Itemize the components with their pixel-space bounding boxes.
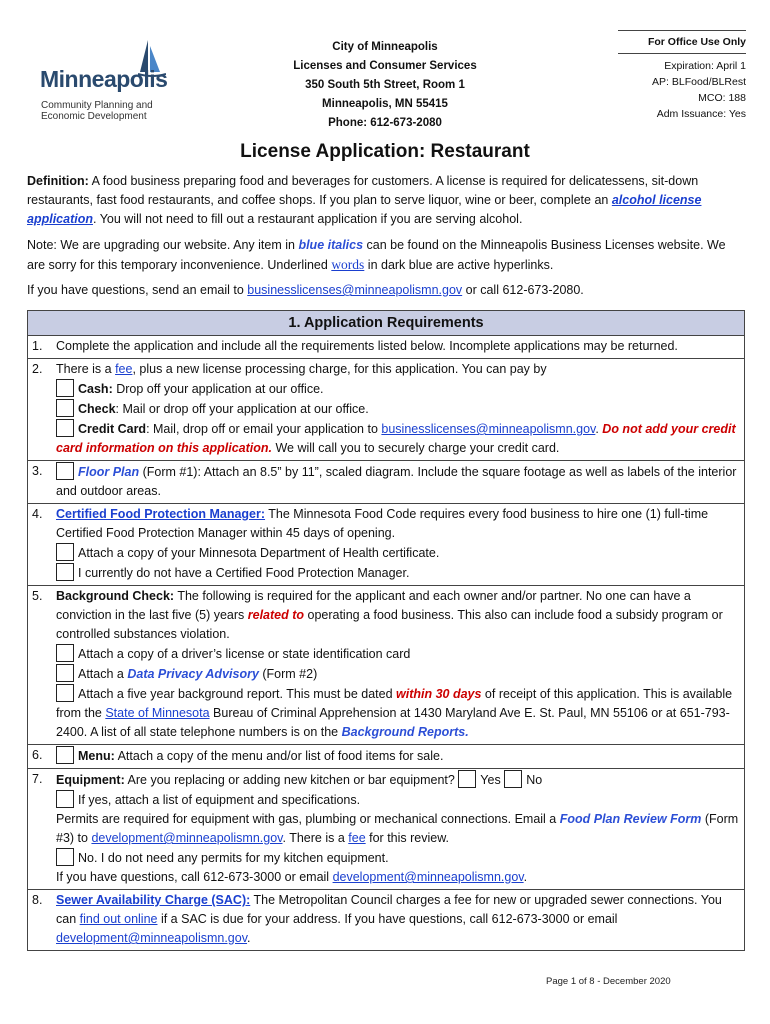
questions-paragraph: If you have questions, send an email to businesslicenses@minneapolismn.gov or call 612-673-2080. bbox=[27, 283, 584, 297]
note-paragraph: Note: We are upgrading our website. Any item in blue italics can be found on the Minneapolis Business Licenses website. We are sorry for this temporary inconvenience. Underlined words in dark blue are active hyperlinks. bbox=[27, 238, 726, 272]
credit-card-checkbox[interactable] bbox=[56, 419, 74, 437]
office-use-box: For Office Use Only Expiration: April 1 AP: BLFood/BLRest MCO: 188 Adm Issuance: Yes bbox=[618, 30, 746, 122]
sac-link[interactable]: Sewer Availability Charge (SAC): bbox=[56, 893, 251, 907]
definition-paragraph: Definition: A food business preparing food and beverages for customers. A license is required for delicatessens, sit-down restaurants, fast food restaurants, and coffee shops. If you plan to serve liquor, wine or beer, complete an alcohol license application. You will not need to fill out a restaurant application if you are serving alcohol. bbox=[27, 174, 702, 226]
menu-checkbox[interactable] bbox=[56, 746, 74, 764]
state-of-minnesota-link[interactable]: State of Minnesota bbox=[105, 706, 210, 720]
background-report-checkbox[interactable] bbox=[56, 684, 74, 702]
section-heading: 1. Application Requirements bbox=[28, 311, 744, 336]
find-out-online-link[interactable]: find out online bbox=[79, 912, 158, 926]
requirement-item-1: 1. Complete the application and include all the requirements listed below. Incomplete applications may be returned. bbox=[28, 336, 744, 359]
floor-plan-checkbox[interactable] bbox=[56, 462, 74, 480]
alcohol-license-link[interactable]: alcohol license application bbox=[27, 193, 702, 226]
page-title: License Application: Restaurant bbox=[240, 141, 530, 162]
cash-checkbox[interactable] bbox=[56, 379, 74, 397]
equipment-no-checkbox[interactable] bbox=[504, 770, 522, 788]
development-email-link[interactable]: development@minneapolismn.gov bbox=[91, 831, 283, 845]
equipment-list-checkbox[interactable] bbox=[56, 790, 74, 808]
office-address: City of Minneapolis Licenses and Consumer Services 350 South 5th Street, Room 1 Minneapolis, MN 55415 Phone: 612-673-2080 bbox=[293, 41, 477, 129]
minneapolis-logo bbox=[38, 38, 168, 128]
logo-wordmark: Minneapolis bbox=[40, 66, 168, 92]
fee-link[interactable]: fee bbox=[115, 362, 133, 376]
cfpm-link[interactable]: Certified Food Protection Manager: bbox=[56, 507, 266, 521]
data-privacy-checkbox[interactable] bbox=[56, 664, 74, 682]
cc-email-link[interactable]: businesslicenses@minneapolismn.gov bbox=[381, 422, 596, 436]
review-fee-link[interactable]: fee bbox=[348, 831, 366, 845]
development-email-link-3[interactable]: development@minneapolismn.gov bbox=[56, 931, 248, 945]
page-footer: Page 1 of 8 - December 2020 bbox=[546, 976, 671, 987]
drivers-license-checkbox[interactable] bbox=[56, 644, 74, 662]
requirement-item-8: 8. Sewer Availability Charge (SAC): The Metropolitan Council charges a fee for new or upgraded sewer connections. You can find out online if a SAC is due for your address. If you have questions, call 612-673-3000 or email development@minneapolismn.gov. bbox=[32, 893, 722, 945]
logo-subtitle: Community Planning and Economic Development bbox=[41, 100, 153, 122]
requirement-item-5: 5. Background Check: The following is required for the applicant and each owner and/or partner. No one can have a conviction in the last five (5) years related to operating a food business. This also can include food a subsidy program or controlled substances violation. Attach a copy of a driver’s license or state identification card Attach a Data Privacy Advisory (Form #2) Attach a five year background report. This must be dated within 30 days of receipt of this application. This is available from the State of Minnesota Bureau of Criminal Apprehension at 1430 Maryland Ave E. St. Paul, MN 55106 or at 651-793-2400. A list of all state telephone numbers is on the Background Reports. bbox=[28, 586, 744, 745]
requirement-item-7: 7. Equipment: Are you replacing or adding new kitchen or bar equipment? Yes No If yes, attach a list of equipment and specifications. Permits are required for equipment with gas, plumbing or mechanical connections. Email a Food Plan Review Form (Form #3) to development@minneapolismn.gov. There is a fee for this review. No. I do not need any permits for my kitchen equipment. If you have questions, call 612-673-3000 or email development@minneapolismn.gov. bbox=[28, 769, 744, 890]
requirement-item-2: 2. There is a fee, plus a new license processing charge, for this application. You can pay by Cash: Drop off your application at our office. Check: Mail or drop off your application at our office. Credit Card: Mail, drop off or email your application to businesslicenses@minneapolismn.gov. Do not add your credit card information on this application. We will call you to securely charge your credit card. bbox=[28, 359, 744, 461]
requirement-item-3: 3. Floor Plan (Form #1): Attach an 8.5” by 11”, scaled diagram. Include the square footage as well as labels of the interior and outdoor areas. bbox=[28, 461, 744, 504]
words-link[interactable]: words bbox=[331, 257, 365, 272]
development-email-link-2[interactable]: development@minneapolismn.gov bbox=[332, 870, 524, 884]
no-permits-checkbox[interactable] bbox=[56, 848, 74, 866]
check-checkbox[interactable] bbox=[56, 399, 74, 417]
business-licenses-email-link[interactable]: businesslicenses@minneapolismn.gov bbox=[247, 283, 463, 297]
office-use-title: For Office Use Only bbox=[618, 30, 746, 54]
mdh-certificate-checkbox[interactable] bbox=[56, 543, 74, 561]
no-cfpm-checkbox[interactable] bbox=[56, 563, 74, 581]
equipment-yes-checkbox[interactable] bbox=[458, 770, 476, 788]
requirement-item-6: 6. Menu: Attach a copy of the menu and/or list of food items for sale. bbox=[28, 745, 744, 769]
application-requirements-table bbox=[27, 310, 745, 951]
requirement-item-4: 4. Certified Food Protection Manager: The Minnesota Food Code requires every food business to hire one (1) full-time Certified Food Protection Manager within 45 days of opening. Attach a copy of your Minnesota Department of Health certificate. I currently do not have a Certified Food Protection Manager. bbox=[28, 504, 744, 586]
